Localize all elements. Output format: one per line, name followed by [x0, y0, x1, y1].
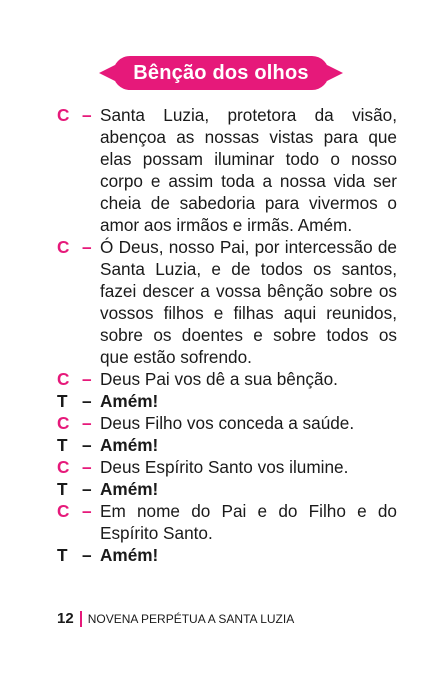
speaker-label: C: [57, 457, 70, 477]
dialog-line: [57, 104, 397, 236]
speaker-label: T: [57, 391, 68, 411]
line-text: Deus Filho vos conceda a saúde.: [100, 413, 355, 433]
page-footer: [57, 610, 294, 627]
dialog-line: [57, 478, 397, 500]
dialog-line: [57, 368, 397, 390]
dash: –: [82, 237, 92, 257]
footer-divider: [80, 611, 82, 627]
book-title: NOVENA PERPÉTUA A SANTA LUZIA: [87, 611, 295, 626]
dash: –: [82, 479, 92, 499]
speaker-label: C: [57, 237, 70, 257]
title-banner: [0, 55, 442, 91]
dash: –: [82, 501, 92, 521]
line-text: Santa Luzia, protetora da visão, abençoa as nossas vistas para que elas possam iluminar todo o nosso corpo e assim toda a nossa vida ser cheia de sabedoria para vivermos o amor aos irmãos e irmãs. Amém.: [100, 105, 397, 235]
response-text: Amém!: [100, 545, 159, 565]
line-text: Ó Deus, nosso Pai, por intercessão de Santa Luzia, e de todos os santos, fazei descer a vossa bênção sobre os vossos filhos e filhas aqui reunidos, sobre os doentes e sobre todos os que estão sofrendo.: [100, 237, 397, 367]
dialog-line: [57, 456, 397, 478]
line-text: Deus Espírito Santo vos ilumine.: [100, 457, 349, 477]
dash: –: [82, 105, 92, 125]
dialog-line: [57, 500, 397, 544]
speaker-label: C: [57, 369, 70, 389]
speaker-label: T: [57, 545, 68, 565]
dialog-line: [57, 390, 397, 412]
speaker-label: C: [57, 413, 70, 433]
response-text: Amém!: [100, 435, 159, 455]
line-text: Em nome do Pai e do Filho e do Espírito Santo.: [100, 501, 397, 543]
dash: –: [82, 435, 92, 455]
dialog-line: [57, 236, 397, 368]
dash: –: [82, 413, 92, 433]
dash: –: [82, 391, 92, 411]
title-ribbon: [113, 56, 329, 90]
response-text: Amém!: [100, 479, 159, 499]
dialog-line: [57, 544, 397, 566]
speaker-label: C: [57, 501, 70, 521]
line-text: Deus Pai vos dê a sua bênção.: [100, 369, 338, 389]
dash: –: [82, 545, 92, 565]
dialog-line: [57, 412, 397, 434]
page-number: 12: [57, 610, 74, 627]
dash: –: [82, 369, 92, 389]
page-title: Bênção dos olhos: [133, 61, 309, 84]
dialog-block: [57, 104, 397, 566]
response-text: Amém!: [100, 391, 159, 411]
speaker-label: T: [57, 435, 68, 455]
speaker-label: T: [57, 479, 68, 499]
dialog-line: [57, 434, 397, 456]
speaker-label: C: [57, 105, 70, 125]
dash: –: [82, 457, 92, 477]
